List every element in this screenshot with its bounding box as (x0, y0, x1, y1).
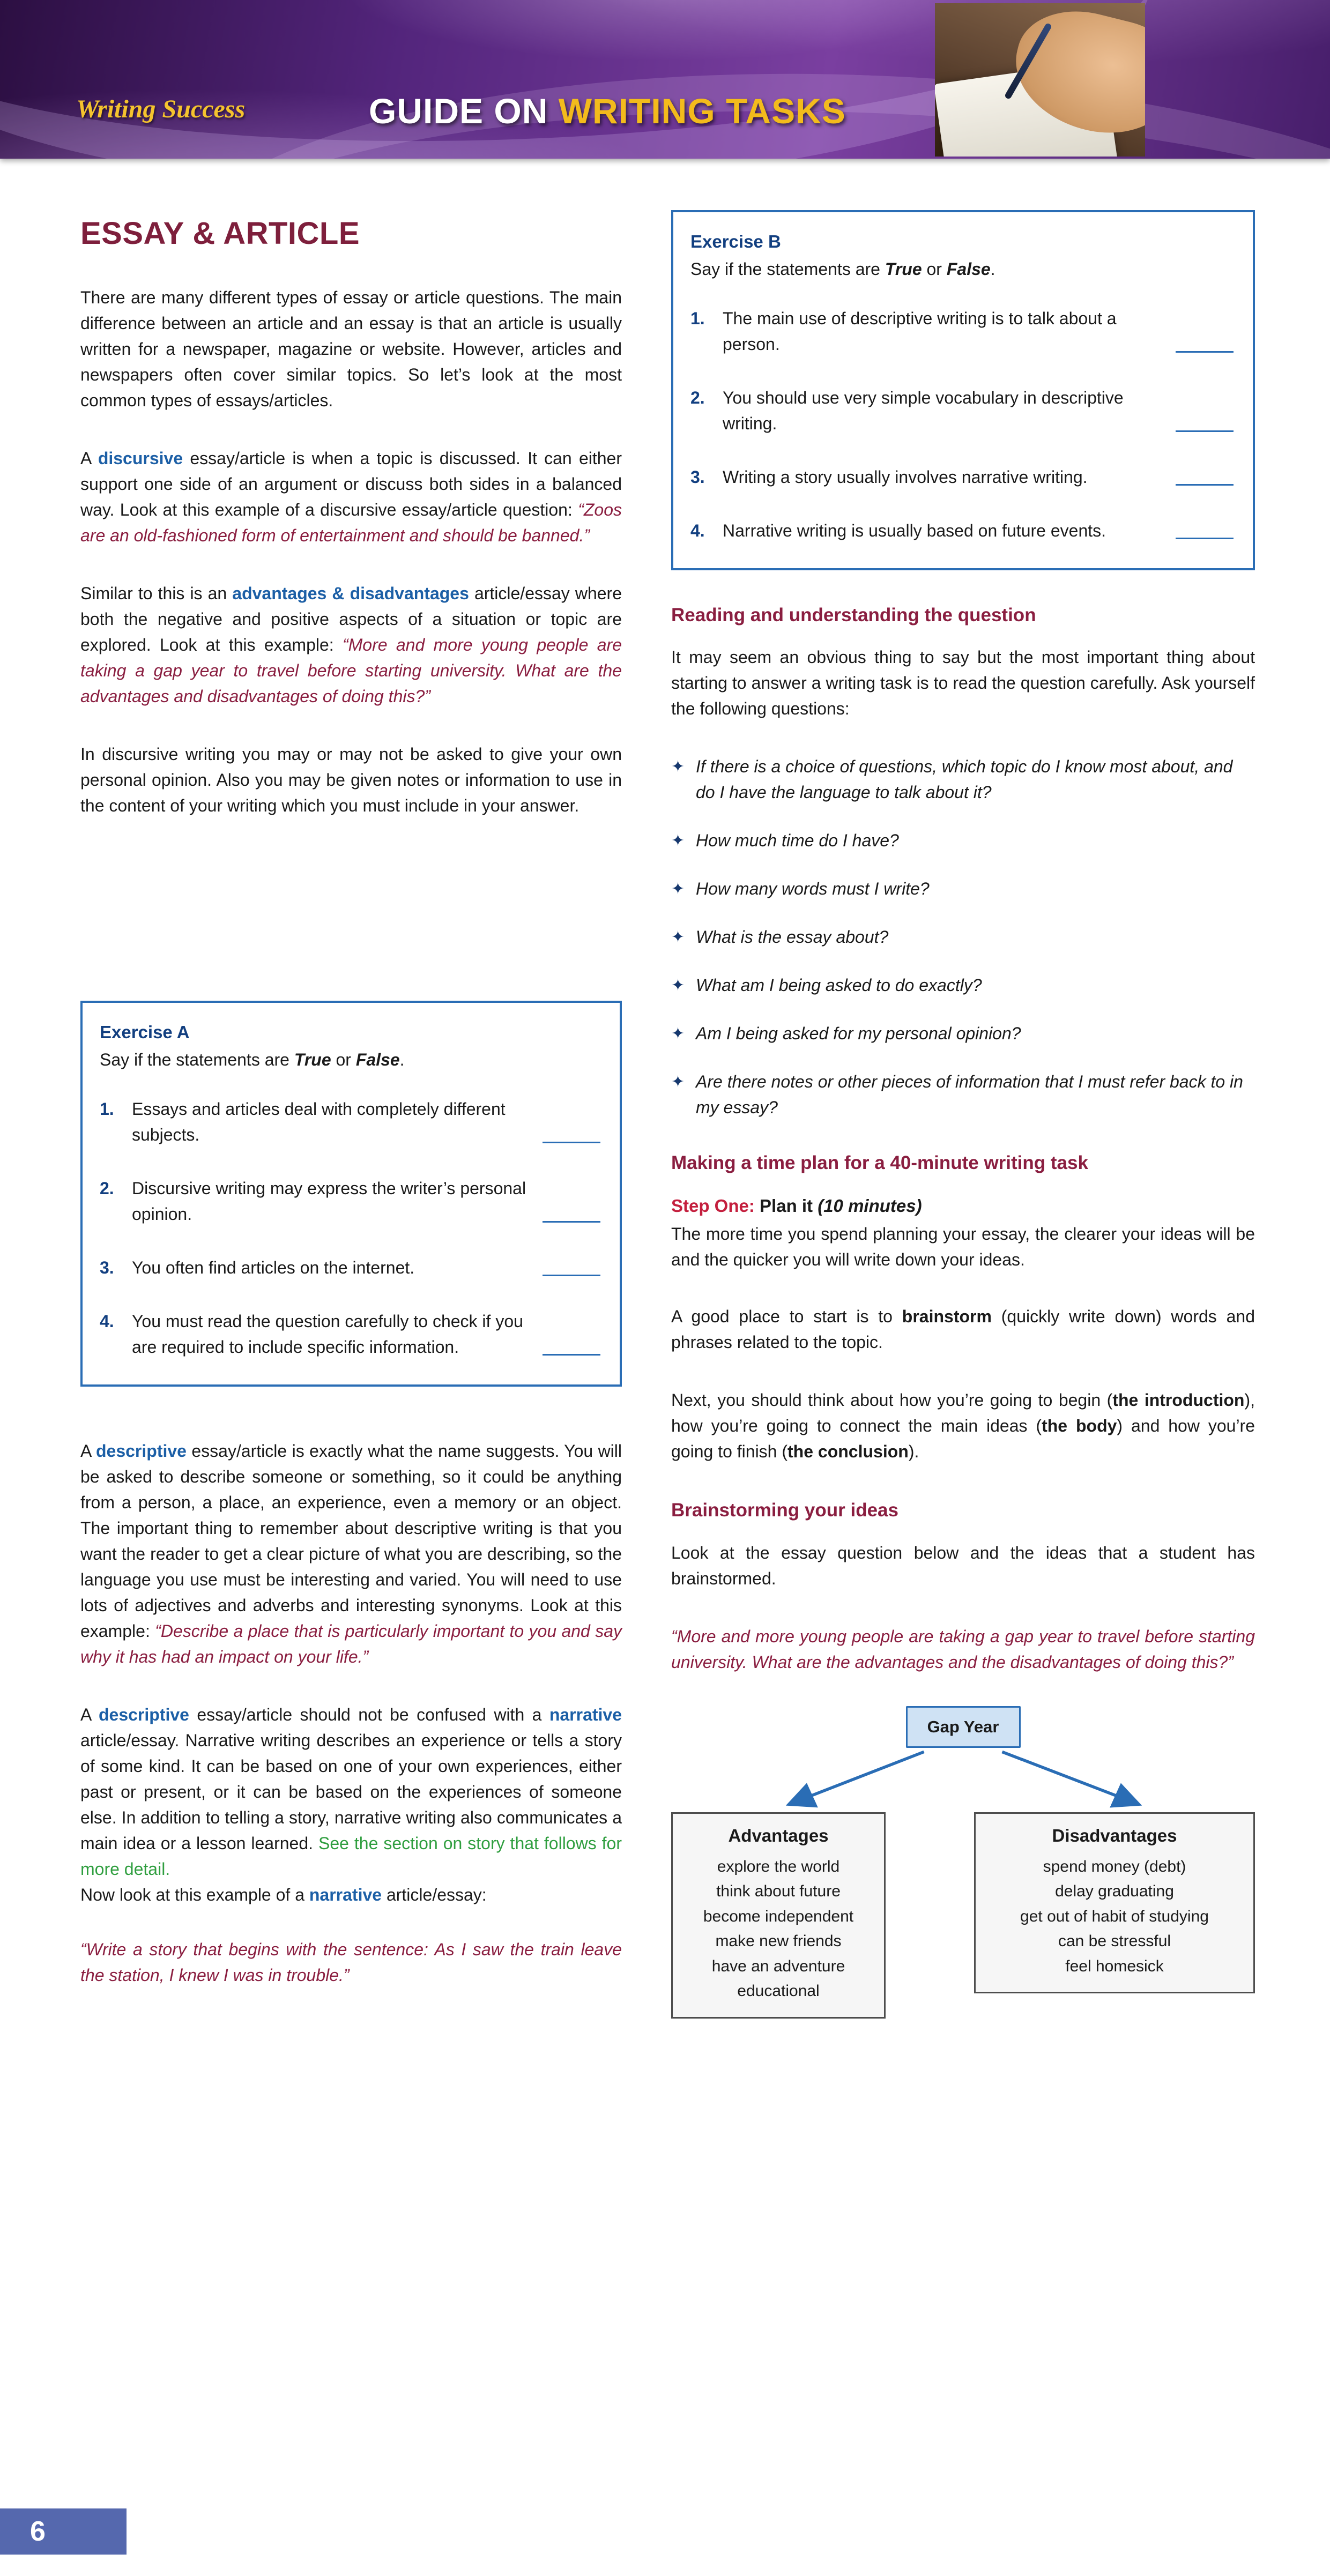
bullet-text: Am I being asked for my personal opinion? (696, 1024, 1021, 1043)
exercise-b-item-1 (690, 306, 1234, 357)
answer-blank (543, 1275, 600, 1276)
question-bullet-4 (671, 924, 1255, 950)
page-header (0, 0, 1330, 159)
four-pointed-star-icon: ✦ (671, 928, 685, 946)
advantages-box (671, 1812, 886, 2019)
gap-year-node: Gap Year (906, 1706, 1021, 1748)
arrow-right-icon (1002, 1752, 1136, 1803)
answer-blank (543, 1354, 600, 1356)
exercise-a-item-3 (100, 1255, 600, 1280)
item-number: 4. (100, 1311, 114, 1331)
paragraph-narrative: A descriptive essay/article should not be confused with a narrative article/essay. Narrative writing describes an experience or tells a story of some kind. It can be based on one of your own experiences, either past or present, or it can be based on the experiences of someone else. In addition to telling a story, narrative writing also communicates a main idea or a lesson learned. See the section on story that follows for more detail. (80, 1704, 622, 1879)
gap-year-question-quote: “More and more young people are taking a gap year to travel before starting university. What are the advantages and the disadvantages of doing this?” (671, 1626, 1255, 1672)
exercise-a-title: Exercise A (100, 1022, 190, 1042)
bullet-text: What am I being asked to do exactly? (696, 976, 982, 995)
bullet-text: If there is a choice of questions, which topic do I know most about, and do I have the language to talk about it? (696, 757, 1233, 802)
disadvantage-item: get out of habit of studying (1020, 1907, 1209, 1925)
paragraph-plan-3: Next, you should think about how you’re going to begin (the introduction), how you’re going to connect the main ideas (the body) and how you’re going to finish (the conclusion). (671, 1390, 1255, 1461)
bullet-text: Are there notes or other pieces of information that I must refer back to in my essay? (696, 1072, 1243, 1117)
answer-blank (543, 1142, 600, 1143)
right-column (671, 210, 1255, 2019)
question-bullet-6 (671, 1021, 1255, 1046)
question-bullet-1 (671, 754, 1255, 805)
step-one-line: Step One: Plan it (10 minutes) (671, 1195, 922, 1216)
item-number: 2. (690, 388, 705, 407)
advantage-item: explore the world (717, 1857, 840, 1875)
exercise-b-title: Exercise B (690, 232, 781, 251)
diagram-arrows (671, 1748, 1255, 1812)
content-area (0, 159, 1330, 2019)
exercise-a-item-1 (100, 1096, 600, 1148)
heading-reading-question: Reading and understanding the question (671, 604, 1036, 626)
item-text: The main use of descriptive writing is to talk about a person. (723, 308, 1117, 354)
paragraph-plan-2: A good place to start is to brainstorm (quickly write down) words and phrases related to the topic. (671, 1307, 1255, 1352)
item-text: Writing a story usually involves narrative writing. (723, 467, 1088, 487)
arrow-left-icon (792, 1752, 924, 1803)
exercise-b-item-4 (690, 518, 1234, 544)
advantage-item: think about future (716, 1882, 841, 1900)
exercise-a-item-4 (100, 1308, 600, 1360)
item-text: Essays and articles deal with completely different subjects. (132, 1099, 506, 1144)
advantages-title: Advantages (728, 1826, 829, 1845)
answer-blank (1176, 430, 1234, 432)
item-number: 3. (690, 467, 705, 487)
disadvantage-item: spend money (debt) (1043, 1857, 1186, 1875)
heading-brainstorming: Brainstorming your ideas (671, 1500, 898, 1521)
item-text: You should use very simple vocabulary in descriptive writing. (723, 388, 1124, 433)
page-title: ESSAY & ARTICLE (80, 216, 360, 251)
question-bullet-2 (671, 828, 1255, 853)
diagram-row (671, 1812, 1255, 2019)
bullet-text: How much time do I have? (696, 831, 899, 850)
exercise-a-instruction: Say if the statements are True or False. (100, 1049, 405, 1069)
item-number: 1. (690, 308, 705, 328)
exercise-a-item-2 (100, 1175, 600, 1227)
item-text: You often find articles on the internet. (132, 1257, 415, 1277)
header-photo (935, 3, 1145, 157)
four-pointed-star-icon: ✦ (671, 1025, 685, 1043)
disadvantages-title: Disadvantages (1052, 1826, 1177, 1845)
heading-time-plan: Making a time plan for a 40-minute writing task (671, 1152, 1088, 1173)
brainstorm-diagram (671, 1706, 1255, 2019)
question-bullet-7 (671, 1069, 1255, 1120)
four-pointed-star-icon: ✦ (671, 977, 685, 994)
four-pointed-star-icon: ✦ (671, 1073, 685, 1091)
paragraph-advantages-disadvantages: Similar to this is an advantages & disadvantages article/essay where both the negative and positive aspects of a situation or topic are explored. Look at this example: “More and more young people are taking a gap year to travel before starting university. What are the advantages and disadvantages of doing this?” (80, 584, 622, 706)
paragraph-brainstorming: Look at the essay question below and the ideas that a student has brainstormed. (671, 1543, 1255, 1588)
advantage-item: become independent (703, 1907, 854, 1925)
four-pointed-star-icon: ✦ (671, 758, 685, 776)
item-number: 2. (100, 1178, 114, 1198)
exercise-b-box (671, 210, 1255, 570)
question-bullet-5 (671, 972, 1255, 998)
answer-blank (1176, 484, 1234, 486)
paragraph-descriptive: A descriptive essay/article is exactly what the name suggests. You will be asked to describe someone or something, so it could be anything from a person, a place, an experience, even a memory or an object. The important thing to remember about descriptive writing is that you want the reader to get a clear picture of what you are describing, so the language you use must be interesting and varied. You will need to use lots of adjectives and adverbs and interesting synonyms. Look at this example: “Describe a place that is particularly important to you and say why it has had an impact on your life.” (80, 1441, 622, 1666)
exercise-b-item-3 (690, 464, 1234, 490)
advantage-item: educational (737, 1982, 820, 2000)
item-text: Narrative writing is usually based on future events. (723, 520, 1106, 540)
advantage-item: have an adventure (711, 1957, 845, 1975)
disadvantage-item: delay graduating (1055, 1882, 1174, 1900)
header-title: GUIDE ON WRITING TASKS (369, 91, 846, 131)
bullet-text: What is the essay about? (696, 927, 889, 947)
exercise-b-item-2 (690, 385, 1234, 436)
item-text: Discursive writing may express the writer’s personal opinion. (132, 1178, 526, 1224)
advantage-item: make new friends (715, 1932, 842, 1950)
four-pointed-star-icon: ✦ (671, 880, 685, 898)
bullet-text: How many words must I write? (696, 879, 930, 898)
answer-blank (1176, 538, 1234, 539)
exercise-b-instruction: Say if the statements are True or False. (690, 259, 995, 279)
left-column (80, 210, 622, 2019)
paragraph-narrative-example-lead: Now look at this example of a narrative article/essay: (80, 1885, 487, 1904)
paragraph-plan-1: The more time you spend planning your essay, the clearer your ideas will be and the quicker you will write down your ideas. (671, 1224, 1255, 1269)
answer-blank (1176, 351, 1234, 353)
item-number: 1. (100, 1099, 114, 1119)
disadvantages-box (974, 1812, 1255, 1993)
page-number: 6 (0, 2508, 127, 2555)
answer-blank (543, 1221, 600, 1223)
item-text: You must read the question carefully to check if you are required to include specific information. (132, 1311, 523, 1357)
paragraph-essay-intro: There are many different types of essay or article questions. The main difference between an article and an essay is that an article is usually written for a newspaper, magazine or website. However, articles and newspapers often cover similar topics. So let’s look at the most common types of essays/articles. (80, 288, 622, 410)
item-number: 3. (100, 1257, 114, 1277)
disadvantage-item: can be stressful (1058, 1932, 1171, 1950)
brand-logo: Writing Success (76, 95, 246, 123)
narrative-example-quote: “Write a story that begins with the sentence: As I saw the train leave the station, I knew I was in trouble.” (80, 1939, 622, 1985)
item-number: 4. (690, 520, 705, 540)
paragraph-discursive: A discursive essay/article is when a topic is discussed. It can either support one side of an argument or discuss both sides in a balanced way. Look at this example of a discursive essay/article question: “Zoos are an old-fashioned form of entertainment and should be banned.” (80, 449, 622, 545)
question-bullet-3 (671, 876, 1255, 902)
paragraph-reading-question: It may seem an obvious thing to say but the most important thing about starting to answer a writing task is to read the question carefully. Ask yourself the following questions: (671, 647, 1255, 718)
paragraph-personal-opinion: In discursive writing you may or may not be asked to give your own personal opinion. Also you may be given notes or information to use in the content of your writing which you must include in your answer. (80, 744, 622, 815)
exercise-a-box (80, 1001, 622, 1387)
disadvantage-item: feel homesick (1065, 1957, 1164, 1975)
four-pointed-star-icon: ✦ (671, 832, 685, 850)
